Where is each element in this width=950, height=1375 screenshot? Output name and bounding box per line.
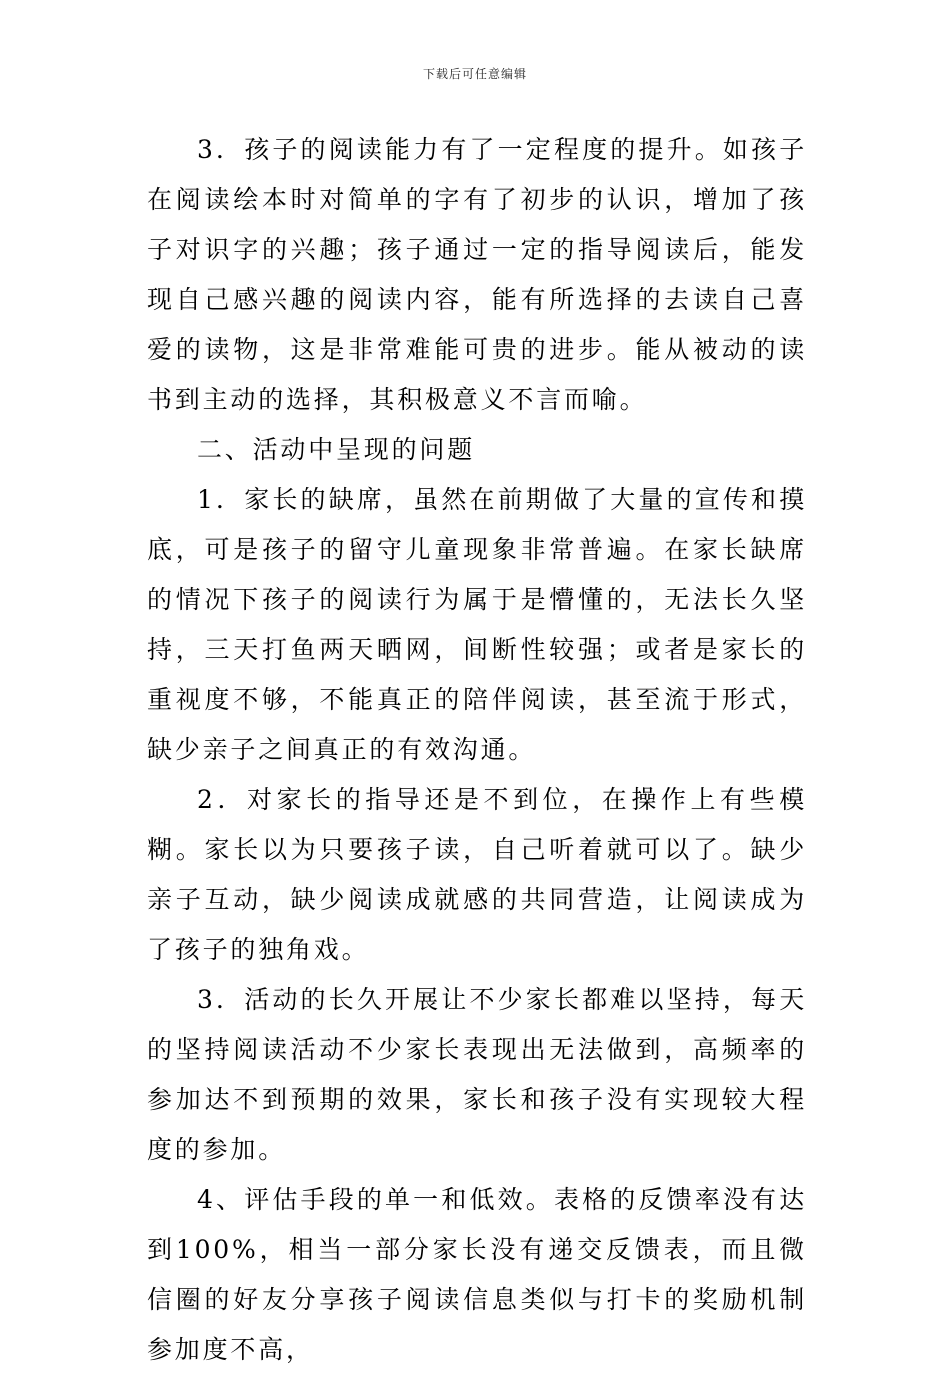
section-heading-problems: 二、活动中呈现的问题 [197, 435, 476, 464]
document-body [147, 125, 807, 1375]
paragraph-evaluation: 4、评估手段的单一和低效。表格的反馈率没有达到100%，相当一部分家长没有递交反馈表，而且微信圈的好友分享孩子阅读信息类似与打卡的奖励机制参加度不高， [147, 1185, 807, 1364]
paragraph-reading-ability: 3．孩子的阅读能力有了一定程度的提升。如孩子在阅读绘本时对简单的字有了初步的认识，增加了孩子对识字的兴趣；孩子通过一定的指导阅读后，能发现自己感兴趣的阅读内容，能有所选择的去读自己喜爱的读物，这是非常难能可贵的进步。能从被动的读书到主动的选择，其积极意义不言而喻。 [147, 135, 807, 414]
page-header-note: 下载后可任意编辑 [422, 67, 527, 81]
paragraph-parent-guidance: 2．对家长的指导还是不到位，在操作上有些模糊。家长以为只要孩子读，自己听着就可以了。缺少亲子互动，缺少阅读成就感的共同营造，让阅读成为了孩子的独角戏。 [147, 785, 807, 964]
paragraph-parent-absence: 1．家长的缺席，虽然在前期做了大量的宣传和摸底，可是孩子的留守儿童现象非常普遍。在家长缺席的情况下孩子的阅读行为属于是懵懂的，无法长久坚持，三天打鱼两天晒网，间断性较强；或者是家长的重视度不够，不能真正的陪伴阅读，甚至流于形式，缺少亲子之间真正的有效沟通。 [147, 485, 807, 764]
paragraph-persistence: 3．活动的长久开展让不少家长都难以坚持，每天的坚持阅读活动不少家长表现出无法做到，高频率的参加达不到预期的效果，家长和孩子没有实现较大程度的参加。 [147, 985, 807, 1164]
